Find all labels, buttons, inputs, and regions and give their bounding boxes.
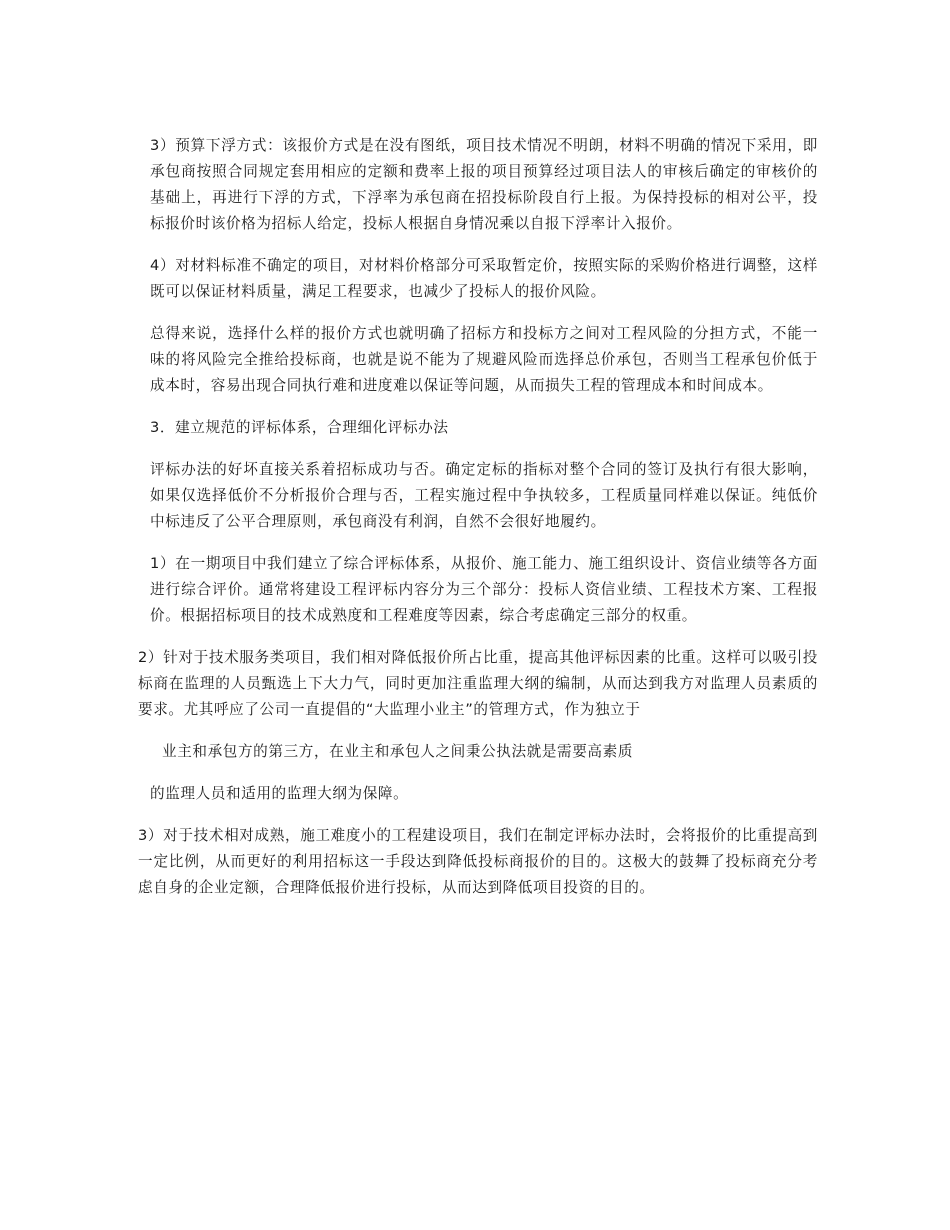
paragraph-summary: 总得来说，选择什么样的报价方式也就明确了招标方和投标方之间对工程风险的分担方式，不能一味的将风险完全推给投标商，也就是说不能为了规避风险而选择总价承包，否则当工程承包价低于成本时，容易出现合同执行难和进度难以保证等问题，从而损失工程的管理成本和时间成本。	[150, 325, 818, 394]
paragraph-material-provisional-price: 4）对材料标准不确定的项目，对材料价格部分可采取暂定价，按照实际的采购价格进行调整，这样既可以保证材料质量，满足工程要求，也减少了投标人的报价风险。	[150, 257, 818, 300]
paragraph-mature-technology: 3）对于技术相对成熟，施工难度小的工程建设项目，我们在制定评标办法时，会将报价的比重提高到一定比例，从而更好的利用招标这一手段达到降低投标商报价的目的。这极大的鼓舞了投标商充分考虑自身的企业定额，合理降低报价进行投标，从而达到降低项目投资的目的。	[138, 827, 818, 896]
document-page	[138, 133, 818, 917]
paragraph-comprehensive-evaluation: 1）在一期项目中我们建立了综合评标体系，从报价、施工能力、施工组织设计、资信业绩等各方面进行综合评价。通常将建设工程评标内容分为三个部分：投标人资信业绩、工程技术方案、工程报价。根据招标项目的技术成熟度和工程难度等因素，综合考虑确定三部分的权重。	[150, 555, 818, 624]
paragraph-budget-downward-float: 3）预算下浮方式：该报价方式是在没有图纸，项目技术情况不明朗，材料不明确的情况下采用，即承包商按照合同规定套用相应的定额和费率上报的项目预算经过项目法人的审核后确定的审核价的基础上，再进行下浮的方式，下浮率为承包商在招投标阶段自行上报。为保持投标的相对公平，投标报价时该价格为招标人给定，投标人根据自身情况乘以自报下浮率计入报价。	[150, 137, 818, 232]
paragraph-supervision-guarantee-line: 的监理人员和适用的监理大纲为保障。	[150, 785, 409, 802]
section-heading-evaluation-system: 3．建立规范的评标体系，合理细化评标办法	[150, 419, 449, 436]
paragraph-third-party-line: 业主和承包方的第三方，在业主和承包人之间秉公执法就是需要高素质	[162, 743, 634, 760]
paragraph-evaluation-method: 评标办法的好坏直接关系着招标成功与否。确定定标的指标对整个合同的签订及执行有很大影响，如果仅选择低价不分析报价合理与否，工程实施过程中争执较多，工程质量同样难以保证。纯低价中标违反了公平合理原则，承包商没有利润，自然不会很好地履约。	[150, 461, 818, 530]
paragraph-technical-service: 2）针对于技术服务类项目，我们相对降低报价所占比重，提高其他评标因素的比重。这样可以吸引投标商在监理的人员甄选上下大力气，同时更加注重监理大纲的编制，从而达到我方对监理人员素质的要求。尤其呼应了公司一直提倡的“大监理小业主”的管理方式，作为独立于	[138, 649, 818, 718]
